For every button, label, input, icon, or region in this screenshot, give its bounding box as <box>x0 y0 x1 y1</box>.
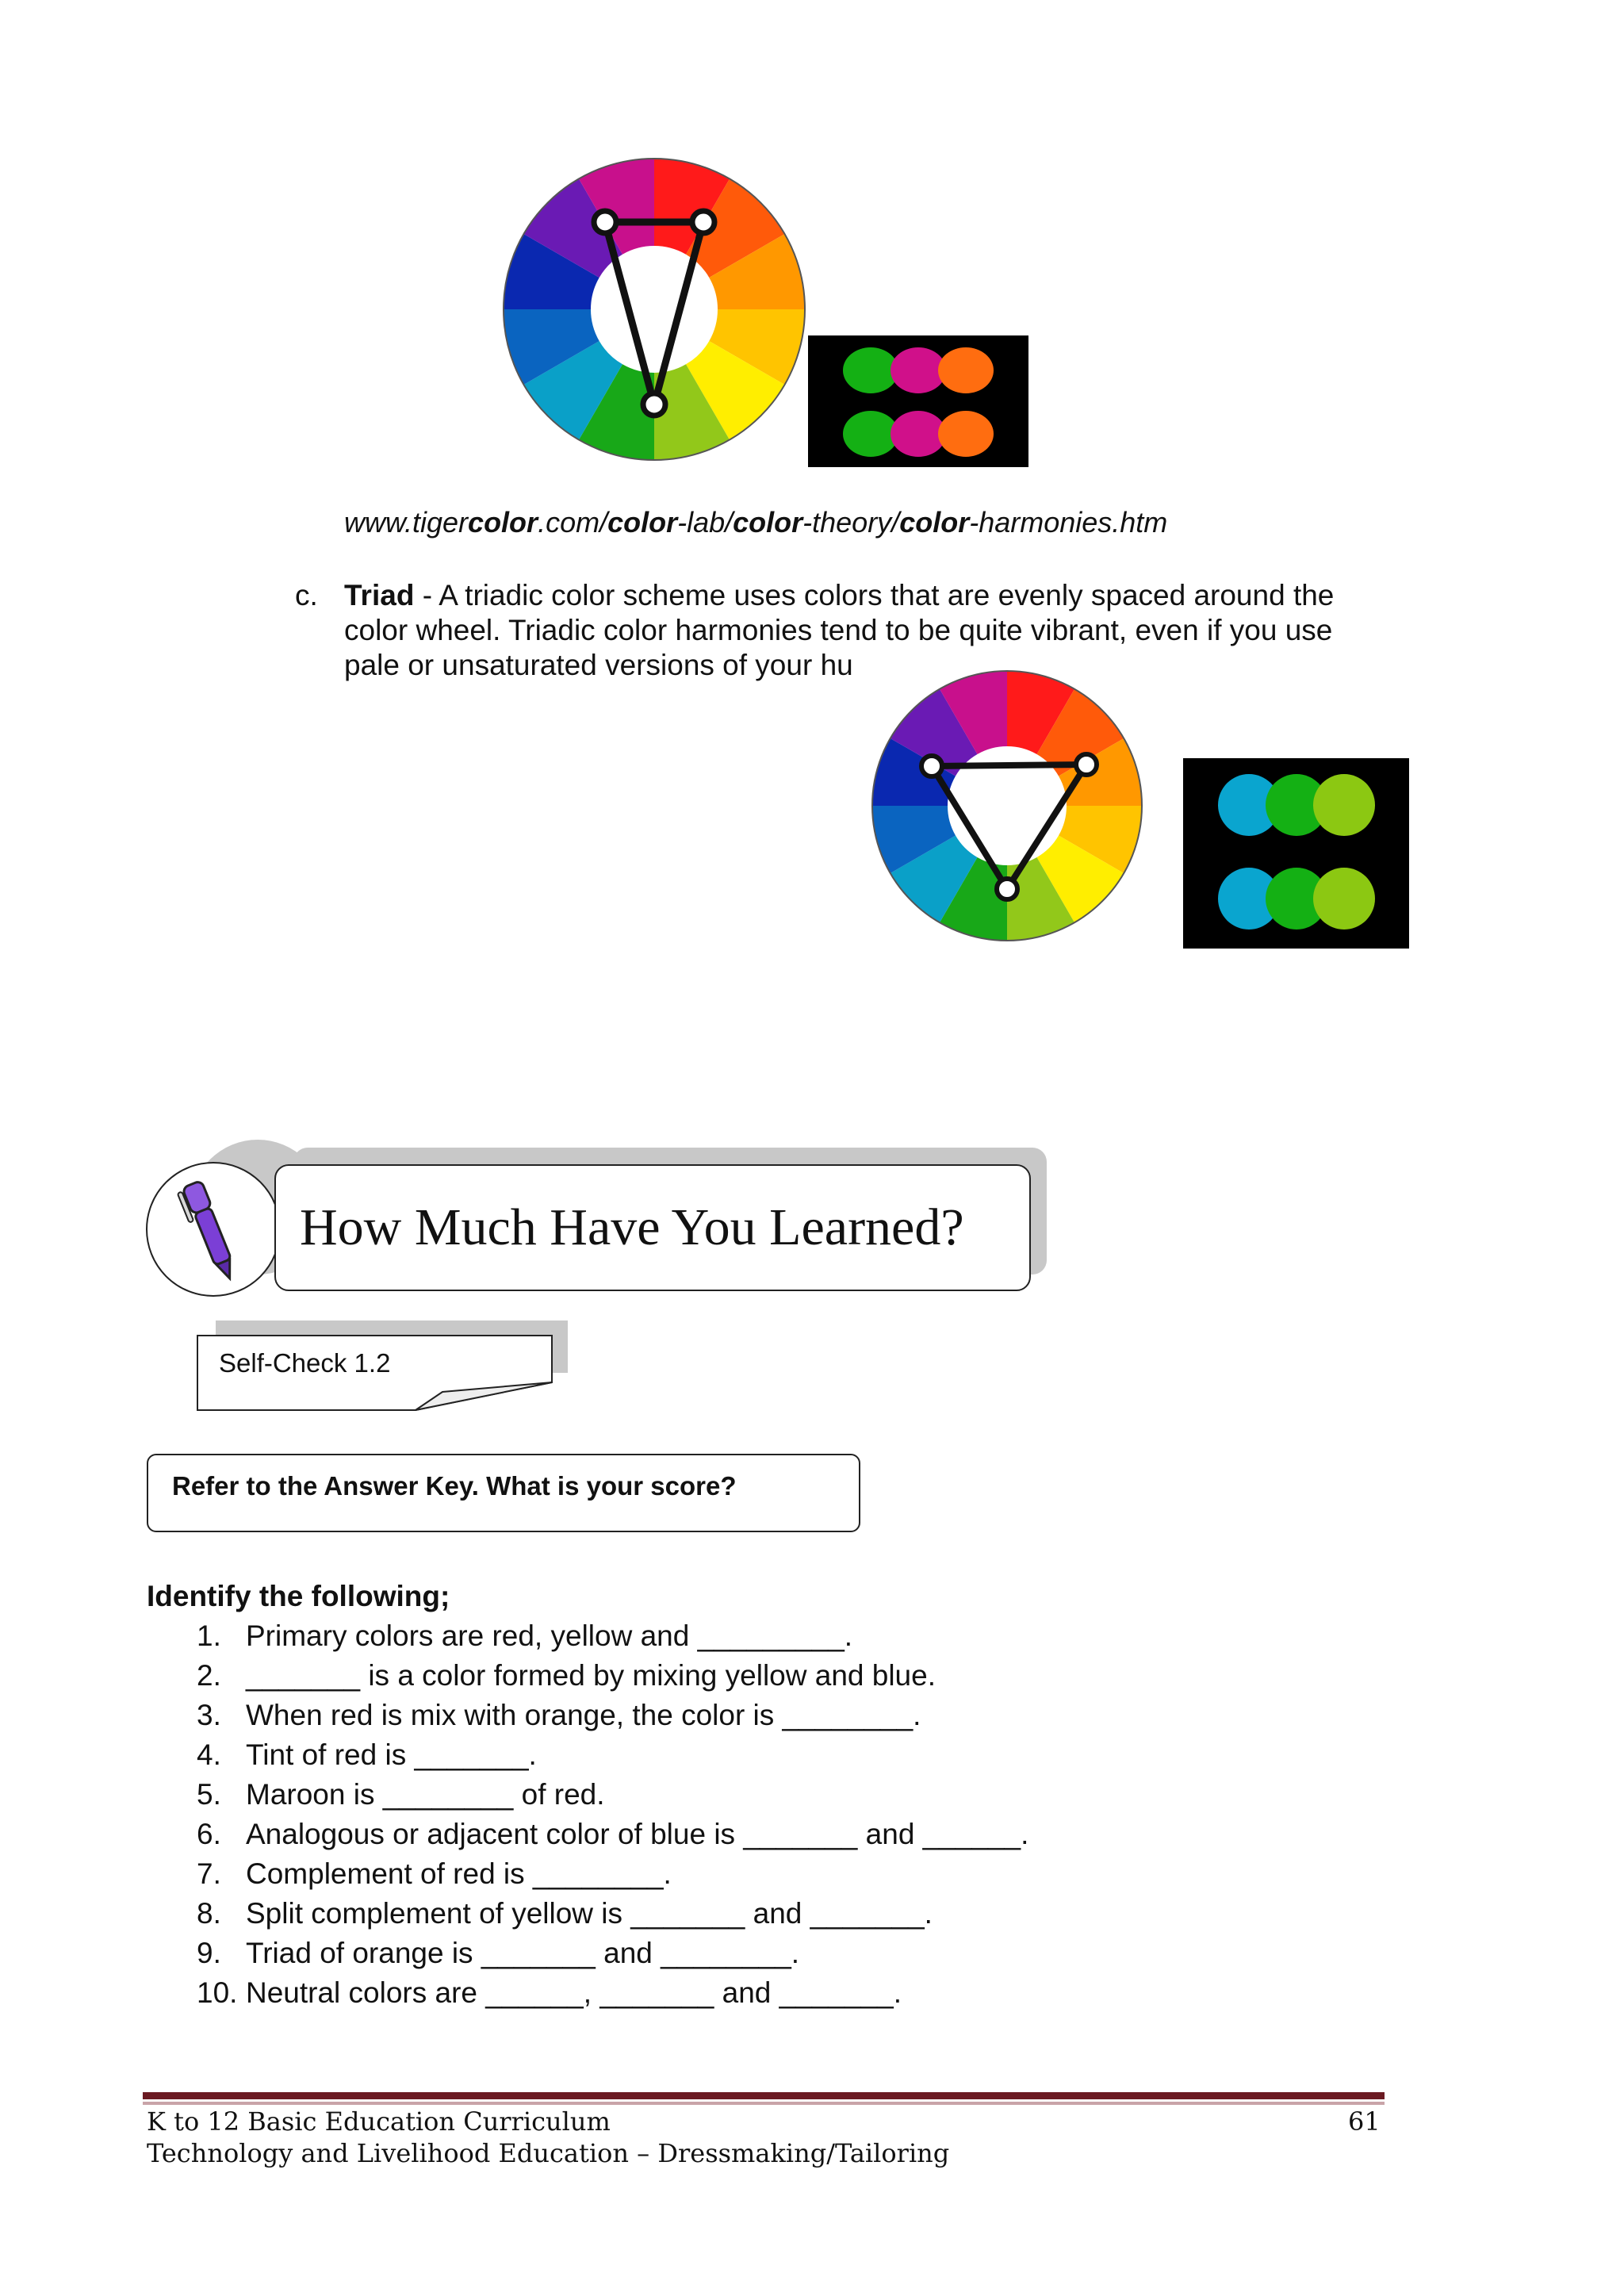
color-wheel-1 <box>504 159 805 460</box>
color-wheel-figure-1 <box>500 151 809 468</box>
triad-marker: c. <box>295 579 318 611</box>
question-item: 10. Neutral colors are ______, _______ and _______. <box>197 1976 902 2009</box>
triad-term: Triad <box>344 579 415 611</box>
question-item: 4. Tint of red is _______. <box>197 1738 537 1771</box>
pen-icon-circle <box>146 1162 281 1297</box>
answer-key-box <box>147 1454 860 1532</box>
swatch-yellow-green <box>1313 868 1375 930</box>
question-item: 2. _______ is a color formed by mixing yellow and blue. <box>197 1659 936 1692</box>
questions-heading: Identify the following; <box>147 1580 450 1612</box>
question-item: 6. Analogous or adjacent color of blue is _______ and ______. <box>197 1818 1029 1850</box>
section-title: How Much Have You Learned? <box>300 1198 964 1256</box>
swatch-panel-2 <box>1183 758 1409 949</box>
swatch-yellow-green <box>1313 774 1375 836</box>
question-item: 1. Primary colors are red, yellow and _________. <box>197 1619 853 1652</box>
triad-paragraph: Triad - A triadic color scheme uses colors that are evenly spaced around the color wheel. Triadic color harmonies tend to be quite vibrant, even if you use pale or unsaturated versions of your hu <box>344 579 1335 681</box>
color-wheel-2 <box>872 671 1142 941</box>
self-check-text: Self-Check 1.2 <box>219 1348 391 1378</box>
pen-icon <box>147 1163 279 1295</box>
page-number: 61 <box>1348 2106 1381 2137</box>
swatch-orange <box>938 347 994 393</box>
answer-key-text: Refer to the Answer Key. What is your score? <box>172 1471 737 1501</box>
question-item: 9. Triad of orange is _______ and ________. <box>197 1937 800 1969</box>
section-title-box <box>274 1164 1031 1291</box>
footer-line-1: K to 12 Basic Education Curriculum <box>147 2106 611 2137</box>
footer-rule <box>143 2092 1385 2099</box>
swatch-orange <box>938 411 994 457</box>
color-wheel-figure-2 <box>868 665 1146 947</box>
footer-line-2: Technology and Livelihood Education – Dressmaking/Tailoring <box>147 2138 950 2168</box>
question-item: 5. Maroon is ________ of red. <box>197 1778 605 1811</box>
footer-rule-thin <box>143 2102 1385 2105</box>
swatch-panel-1 <box>808 335 1028 467</box>
question-item: 3. When red is mix with orange, the color is ________. <box>197 1699 921 1731</box>
source-url: www.tigercolor.com/color-lab/color-theory/color-harmonies.htm <box>344 506 1168 539</box>
question-item: 7. Complement of red is ________. <box>197 1857 672 1890</box>
question-item: 8. Split complement of yellow is _______ and _______. <box>197 1897 933 1930</box>
